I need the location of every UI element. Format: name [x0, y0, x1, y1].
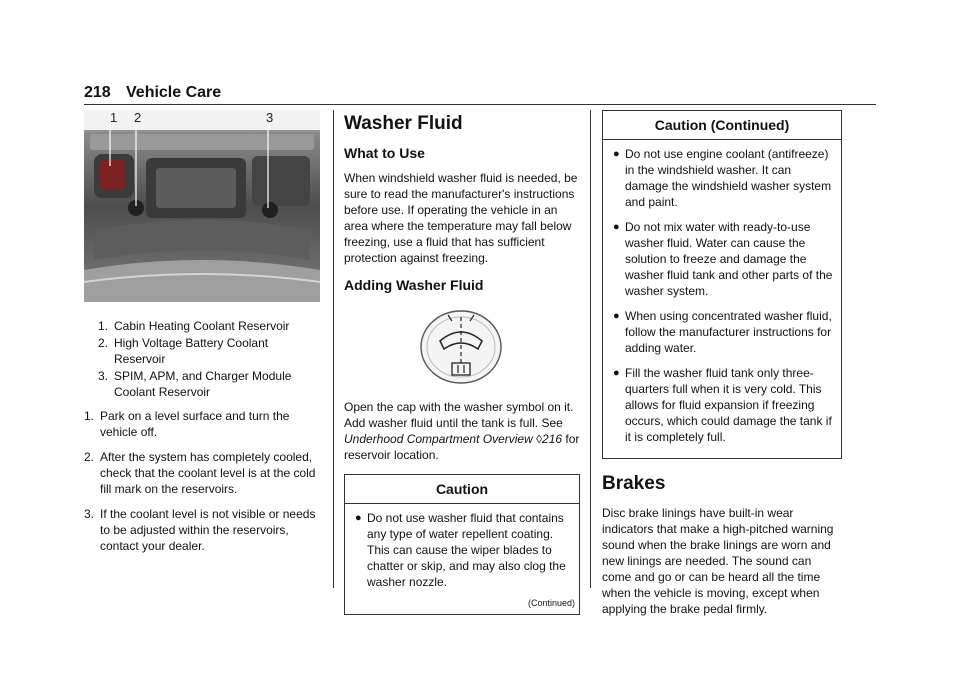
- page-header: [84, 84, 876, 106]
- bullet-icon: ●: [613, 367, 620, 379]
- callout-2: 2: [134, 110, 142, 125]
- caution-continued-list: [603, 140, 841, 458]
- bullet-icon: ●: [613, 148, 620, 160]
- brakes-body: Disc brake linings have built-in wear indicators that make a high-pitched warning sound when the brake linings are worn and new linings are needed. The sound can come and go or can be heard all the time when the vehicle is moving, except when applying the brake pedal firmly.: [602, 506, 834, 616]
- caution-continued-box: [602, 110, 842, 459]
- adding-washer-fluid-heading: Adding Washer Fluid: [344, 277, 484, 293]
- figure-legend: [84, 318, 320, 400]
- legend-item: 1. Cabin Heating Coolant Reservoir: [98, 319, 290, 333]
- callout-3: 3: [266, 110, 274, 125]
- page-number: 218: [84, 84, 111, 101]
- caution-item: ● Do not use engine coolant (antifreeze) in the windshield washer. It can damage the windshield washer system and paint.: [613, 147, 832, 209]
- page-ref-symbol: ◊: [536, 432, 543, 446]
- what-to-use-body: When windshield washer fluid is needed, be sure to read the manufacturer's instructions before use. If operating the vehicle in an area where the temperature may fall below freezing, use a fluid that has sufficient protection against freezing.: [344, 171, 578, 265]
- step-item: 2. After the system has completely cooled, check that the coolant level is at the cold fill mark on the reservoirs.: [84, 450, 316, 496]
- underhood-overview-link[interactable]: Underhood Compartment Overview: [344, 432, 533, 446]
- header-rule: [84, 104, 876, 105]
- continued-label: (Continued): [527, 598, 575, 608]
- caution-item: ● When using concentrated washer fluid, follow the manufacturer instructions for adding water.: [613, 309, 832, 355]
- engine-bay-illustration: [84, 110, 320, 302]
- column-left: [84, 110, 320, 563]
- caution-title: Caution: [345, 475, 579, 504]
- legend-item: 3. SPIM, APM, and Charger Module Coolant Reservoir: [98, 369, 292, 399]
- caution-continued-title: Caution (Continued): [603, 111, 841, 140]
- brakes-heading: Brakes: [602, 473, 666, 494]
- caution-box: [344, 474, 580, 615]
- procedure-steps: [84, 408, 320, 554]
- section-title: Vehicle Care: [126, 84, 222, 101]
- caution-item: ● Do not mix water with ready-to-use washer fluid. Water can cause the solution to freeze and damage the washer fluid tank and other parts of the washer system.: [613, 220, 833, 298]
- column-divider-2: [590, 110, 591, 588]
- what-to-use-heading: What to Use: [344, 145, 425, 161]
- page-ref-number[interactable]: 216: [542, 432, 563, 446]
- column-divider-1: [333, 110, 334, 588]
- callout-1: 1: [110, 110, 118, 125]
- step-item: 1. Park on a level surface and turn the vehicle off.: [84, 409, 290, 439]
- adding-washer-fluid-body: Open the cap with the washer symbol on it. Add washer fluid until the tank is full. See Underhood Compartment Overview ◊216 for reservoir location.: [344, 400, 580, 462]
- engine-bay-photo: [84, 110, 320, 302]
- caution-list: [345, 504, 579, 603]
- column-middle: [344, 110, 580, 615]
- bullet-icon: ●: [613, 310, 620, 322]
- column-right: [602, 110, 842, 628]
- washer-fluid-heading: Washer Fluid: [344, 113, 463, 134]
- washer-cap-symbol-icon: [418, 307, 504, 385]
- step-item: 3. If the coolant level is not visible or needs to be adjusted within the reservoirs, contact your dealer.: [84, 507, 316, 553]
- caution-item: ● Fill the washer fluid tank only three-quarters full when it is very cold. This allows for fluid expansion if freezing occurs, which could damage the tank if it is completely full.: [613, 366, 832, 444]
- legend-item: 2. High Voltage Battery Coolant Reservoir: [98, 336, 269, 366]
- caution-item: ● Do not use washer fluid that contains any type of water repellent coating. This can cause the wiper blades to chatter or skip, and may also clog the washer nozzle.: [355, 511, 566, 589]
- bullet-icon: ●: [355, 512, 362, 524]
- bullet-icon: ●: [613, 221, 620, 233]
